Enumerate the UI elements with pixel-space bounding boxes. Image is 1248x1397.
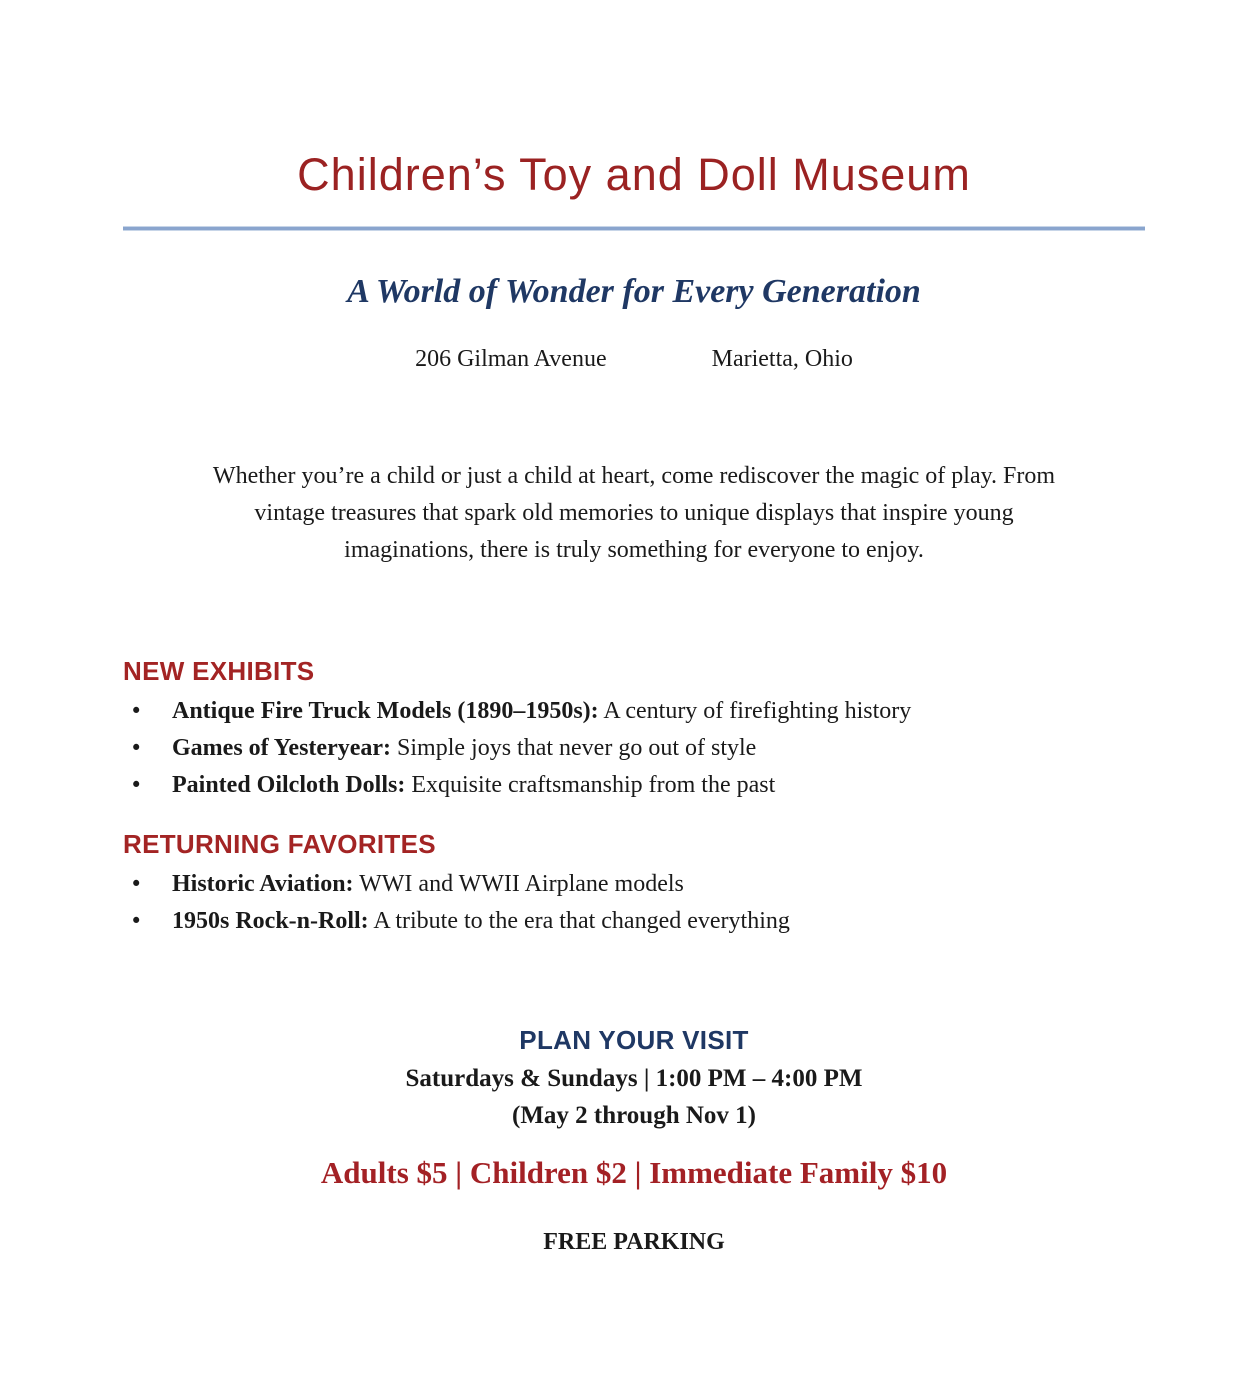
intro-line: vintage treasures that spark old memories to unique displays that inspire young — [254, 500, 1014, 526]
intro-line: imaginations, there is truly something for everyone to enjoy. — [344, 537, 924, 563]
exhibit-name: Antique Fire Truck Models (1890–1950s): — [172, 698, 599, 724]
new-exhibits-list — [123, 693, 1145, 804]
list-item-1950s-rock-n-roll — [123, 903, 1145, 940]
exhibit-description: A century of firefighting history — [598, 698, 912, 724]
visit-hours: Saturdays & Sundays | 1:00 PM – 4:00 PM — [405, 1065, 863, 1092]
title-rule — [123, 227, 1145, 230]
list-item-painted-oilcloth-dolls — [123, 767, 1145, 804]
intro-line: Whether you’re a child or just a child at heart, come rediscover the magic of play. From — [212, 463, 1056, 489]
visit-season: (May 2 through Nov 1) — [512, 1102, 756, 1129]
tagline: A World of Wonder for Every Generation — [347, 273, 921, 310]
list-item-antique-fire-trucks — [123, 693, 1145, 730]
section-heading-returning-favorites: RETURNING FAVORITES — [123, 829, 436, 859]
bullet-icon: • — [130, 773, 143, 797]
admission-pricing: Adults $5 | Children $2 | Immediate Family $10 — [320, 1155, 948, 1190]
document-header — [123, 148, 1145, 230]
exhibit-description: Simple joys that never go out of style — [391, 735, 757, 761]
address-street: 206 Gilman Avenue — [415, 346, 607, 372]
address-city: Marietta, Ohio — [711, 346, 853, 372]
bullet-icon: • — [130, 872, 143, 896]
exhibit-name: Painted Oilcloth Dolls: — [172, 772, 406, 798]
bullet-icon: • — [130, 699, 143, 723]
plan-your-visit-section — [123, 1024, 1145, 1257]
section-heading-new-exhibits: NEW EXHIBITS — [123, 656, 315, 686]
list-item-games-of-yesteryear — [123, 730, 1145, 767]
exhibit-description: A tribute to the era that changed everything — [368, 908, 790, 934]
exhibit-description: WWI and WWII Airplane models — [353, 871, 684, 897]
page-title: Children’s Toy and Doll Museum — [297, 149, 971, 200]
bullet-icon: • — [130, 909, 143, 933]
returning-favorites-list — [123, 866, 1145, 940]
intro-paragraph — [123, 458, 1145, 569]
address-line — [123, 344, 1145, 374]
section-returning-favorites — [123, 828, 1145, 940]
exhibit-name: Historic Aviation: — [172, 871, 354, 897]
bullet-icon: • — [130, 736, 143, 760]
exhibit-description: Exquisite craftsmanship from the past — [405, 772, 776, 798]
free-parking-note: FREE PARKING — [543, 1229, 725, 1255]
list-item-historic-aviation — [123, 866, 1145, 903]
exhibit-name: 1950s Rock-n-Roll: — [172, 908, 369, 934]
plan-your-visit-heading: PLAN YOUR VISIT — [519, 1025, 749, 1055]
section-new-exhibits — [123, 655, 1145, 804]
exhibit-name: Games of Yesteryear: — [172, 735, 392, 761]
